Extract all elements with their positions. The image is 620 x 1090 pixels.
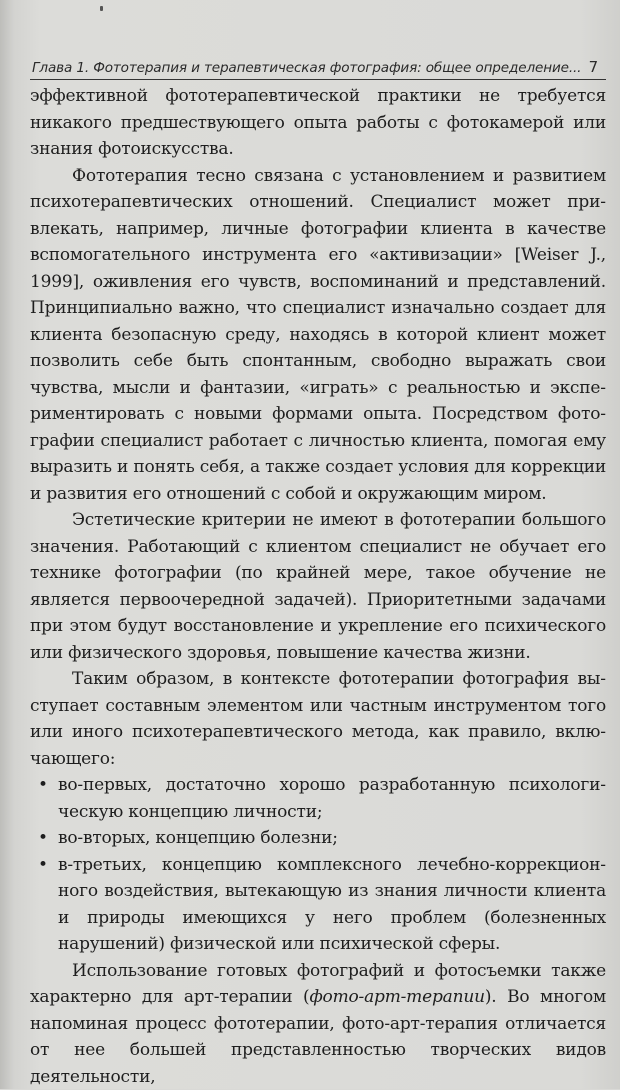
paragraph-5 bbox=[30, 958, 606, 1090]
body-text bbox=[30, 83, 606, 1090]
chapter-title: Глава 1. Фототерапия и терапевтическая фотография: общее определение... bbox=[32, 60, 581, 76]
paragraph-2: Фототерапия тесно связана с установлением и развитием психотерапевтических отношений. Специалист может привлекать, например, личные фотографии клиента в качестве вспомогательного инструмента его «активизации» [Weiser J., 1999], оживления его чувств, воспоминаний и представлений. Принципиально важно, что специалист изначально создает для клиента безопасную среду, находясь в которой клиент может позволить себе быть спонтанным, свободно выражать свои чувства, мысли и фантазии, «играть» с реальностью и экспериментировать с новыми формами опыта. Посредством фотографии специалист работает с личностью клиента, помогая ему выразить и понять себя, а также создает условия для коррекции и развития его отношений с собой и окружающим миром. bbox=[30, 163, 606, 508]
list-item-text: во-первых, достаточно хорошо разработанную психологическую концепцию личности; bbox=[58, 775, 606, 822]
scan-speck bbox=[100, 6, 103, 11]
paragraph-3: Эстетические критерии не имеют в фототерапии большого значения. Работающий с клиентом специалист не обучает его технике фотографии (по крайней мере, такое обучение не является первоочередной задачей). Приоритетными задачами при этом будут восстановление и укрепление его психического или физического здоровья, повышение качества жизни. bbox=[30, 507, 606, 666]
list-item bbox=[58, 852, 606, 958]
bullet-icon: • bbox=[38, 772, 48, 799]
list-item bbox=[58, 825, 606, 852]
term-photo-art-therapy: фото-арт-терапии bbox=[309, 987, 484, 1007]
list-item-text: во-вторых, концепцию болезни; bbox=[58, 828, 338, 848]
list-item-text: в-третьих, концепцию комплексного лечебно-коррекционного воздействия, вытекающую из знания личности клиента и природы имеющихся у него проблем (болезненных нарушений) физической или психической сферы. bbox=[58, 855, 606, 955]
bullet-list bbox=[30, 772, 606, 958]
bullet-icon: • bbox=[38, 852, 48, 879]
paragraph-1: эффективной фототерапевтической практики не требуется никакого предшествующего опыта работы с фотокамерой или знания фотоискусства. bbox=[30, 83, 606, 163]
page-number: 7 bbox=[589, 58, 604, 76]
paragraph-5-start: Использование готовых фотографий и фотосъемки также характерно для арт-терапии ( bbox=[30, 961, 606, 1008]
list-item bbox=[58, 772, 606, 825]
paragraph-4: Таким образом, в контексте фототерапии фотография выступает составным элементом или частным инструментом того или иного психотерапевтического метода, как правило, включающего: bbox=[30, 666, 606, 772]
running-head bbox=[30, 58, 606, 80]
bullet-icon: • bbox=[38, 825, 48, 852]
paragraph-5-end: ). Во многом напоминая процесс фототерапии, фото-арт-терапия отличается от нее большей представленностью творческих видов деятельности, bbox=[30, 987, 606, 1087]
